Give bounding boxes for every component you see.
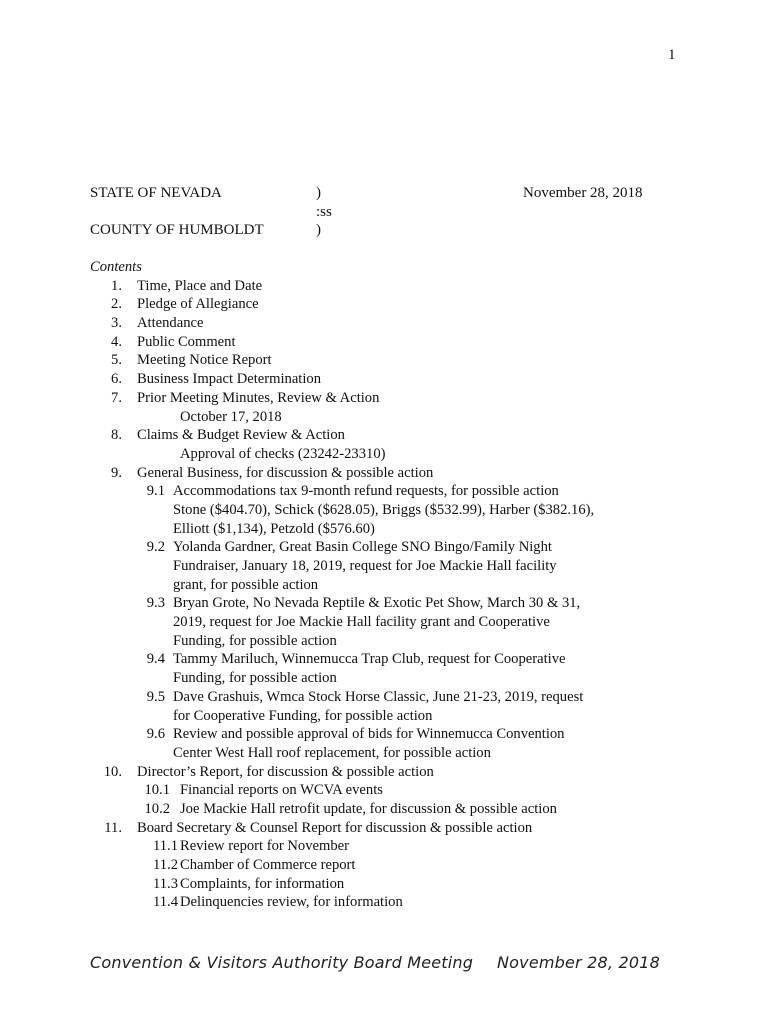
contents-item-text: Elliott ($1,134), Petzold ($576.60)	[173, 520, 375, 537]
contents-item-text: Funding, for possible action	[173, 670, 337, 687]
contents-item-text: Claims & Budget Review & Action	[137, 427, 345, 444]
contents-item-text: Pledge of Allegiance	[137, 296, 259, 313]
contents-item	[90, 893, 680, 912]
contents-item	[90, 819, 680, 838]
contents-item-number: 9.1	[146, 483, 165, 500]
contents-item-number: 11.1	[153, 838, 178, 855]
contents-item	[90, 445, 680, 464]
contents-item-number: 4.	[111, 333, 122, 350]
contents-item-text: Approval of checks (23242-23310)	[180, 445, 386, 462]
contents-item-text: Public Comment	[137, 333, 236, 350]
contents-item-number: 9.4	[146, 651, 165, 668]
contents-item-number: 2.	[111, 296, 122, 313]
contents-item-text: Director’s Report, for discussion & possible action	[137, 763, 434, 780]
contents-item	[90, 464, 680, 483]
contents-item-number: 9.6	[146, 726, 165, 743]
contents-item-number: 10.	[103, 763, 122, 780]
contents-item-number: 6.	[111, 371, 122, 388]
contents-item-number: 9.	[111, 464, 122, 481]
document-date: November 28, 2018	[523, 185, 643, 201]
contents-item-text: Review report for November	[180, 838, 349, 855]
contents-item-text: Review and possible approval of bids for Winnemucca Convention	[173, 726, 565, 743]
contents-item-text: Dave Grashuis, Wmca Stock Horse Classic, June 21-23, 2019, request	[173, 688, 584, 705]
contents-item-text: Tammy Mariluch, Winnemucca Trap Club, request for Cooperative	[173, 651, 566, 668]
contents-item-number: 5.	[111, 352, 122, 369]
county-paren: )	[316, 222, 321, 238]
page-number: 1	[668, 47, 676, 63]
contents-item-text: 2019, request for Joe Mackie Hall facility grant and Cooperative	[173, 614, 550, 631]
contents-item	[90, 669, 680, 688]
footer-date: November 28, 2018	[497, 953, 660, 972]
contents-item-text: Joe Mackie Hall retrofit update, for discussion & possible action	[180, 800, 557, 817]
contents-item	[90, 351, 680, 370]
contents-item	[90, 763, 680, 782]
contents-item-text: for Cooperative Funding, for possible action	[173, 707, 433, 724]
contents-section	[90, 258, 680, 912]
footer-meeting-title: Convention & Visitors Authority Board Meeting	[90, 953, 474, 972]
contents-item	[90, 800, 680, 819]
contents-item-text: Delinquencies review, for information	[180, 894, 403, 911]
contents-item	[90, 632, 680, 651]
contents-item	[90, 295, 680, 314]
contents-item	[90, 538, 680, 557]
contents-item-text: Funding, for possible action	[173, 632, 337, 649]
contents-item-number: 11.3	[153, 875, 178, 892]
contents-item-number: 9.2	[146, 539, 165, 556]
contents-item	[90, 333, 680, 352]
contents-item	[90, 426, 680, 445]
contents-item	[90, 725, 680, 744]
contents-item-number: 11.4	[153, 894, 178, 911]
contents-item-text: Time, Place and Date	[137, 277, 263, 294]
contents-item-text: Business Impact Determination	[137, 371, 322, 388]
contents-item-number: 11.2	[153, 857, 178, 874]
contents-item-number: 9.3	[146, 595, 165, 612]
contents-item	[90, 688, 680, 707]
contents-item	[90, 520, 680, 539]
contents-item	[90, 781, 680, 800]
contents-item	[90, 482, 680, 501]
contents-item	[90, 875, 680, 894]
contents-item-number: 11.	[104, 819, 122, 836]
state-paren: )	[316, 185, 321, 201]
contents-item-text: Yolanda Gardner, Great Basin College SNO Bingo/Family Night	[173, 539, 552, 556]
contents-list	[90, 277, 680, 912]
contents-item	[90, 277, 680, 296]
contents-item-number: 10.1	[144, 782, 170, 799]
contents-item	[90, 650, 680, 669]
contents-item	[90, 408, 680, 427]
contents-item-text: Complaints, for information	[180, 875, 345, 892]
contents-item	[90, 707, 680, 726]
state-label: STATE OF NEVADA	[90, 185, 222, 201]
contents-item-text: Fundraiser, January 18, 2019, request for Joe Mackie Hall facility	[173, 558, 557, 575]
contents-item	[90, 856, 680, 875]
contents-item	[90, 557, 680, 576]
contents-item	[90, 576, 680, 595]
contents-item-number: 1.	[111, 277, 122, 294]
contents-item-text: Prior Meeting Minutes, Review & Action	[137, 389, 380, 406]
contents-item	[90, 744, 680, 763]
contents-item-text: General Business, for discussion & possible action	[137, 464, 434, 481]
contents-item-number: 10.2	[144, 800, 170, 817]
contents-item-text: Stone ($404.70), Schick ($628.05), Briggs ($532.99), Harber ($382.16),	[173, 501, 595, 518]
contents-title: Contents	[90, 259, 142, 275]
contents-item	[90, 370, 680, 389]
contents-item-number: 8.	[111, 427, 122, 444]
contents-item-number: 7.	[111, 389, 122, 406]
contents-item-text: Center West Hall roof replacement, for possible action	[173, 744, 491, 761]
contents-item	[90, 314, 680, 333]
contents-item-text: Bryan Grote, No Nevada Reptile & Exotic Pet Show, March 30 & 31,	[173, 595, 581, 612]
county-label: COUNTY OF HUMBOLDT	[90, 222, 264, 238]
contents-item	[90, 837, 680, 856]
contents-item-text: Meeting Notice Report	[137, 352, 272, 369]
contents-item	[90, 594, 680, 613]
contents-item-text: grant, for possible action	[173, 576, 319, 593]
contents-item-text: Attendance	[137, 315, 204, 332]
contents-item	[90, 389, 680, 408]
contents-item	[90, 613, 680, 632]
contents-item-text: Chamber of Commerce report	[180, 857, 356, 874]
ss-label: :ss	[316, 204, 332, 220]
contents-item-text: Financial reports on WCVA events	[180, 782, 383, 799]
contents-item-text: Board Secretary & Counsel Report for discussion & possible action	[137, 819, 533, 836]
contents-item-text: Accommodations tax 9-month refund requests, for possible action	[173, 483, 559, 500]
contents-item-number: 9.5	[146, 688, 165, 705]
contents-item-number: 3.	[111, 315, 122, 332]
contents-item-text: October 17, 2018	[180, 408, 282, 425]
contents-item	[90, 501, 680, 520]
